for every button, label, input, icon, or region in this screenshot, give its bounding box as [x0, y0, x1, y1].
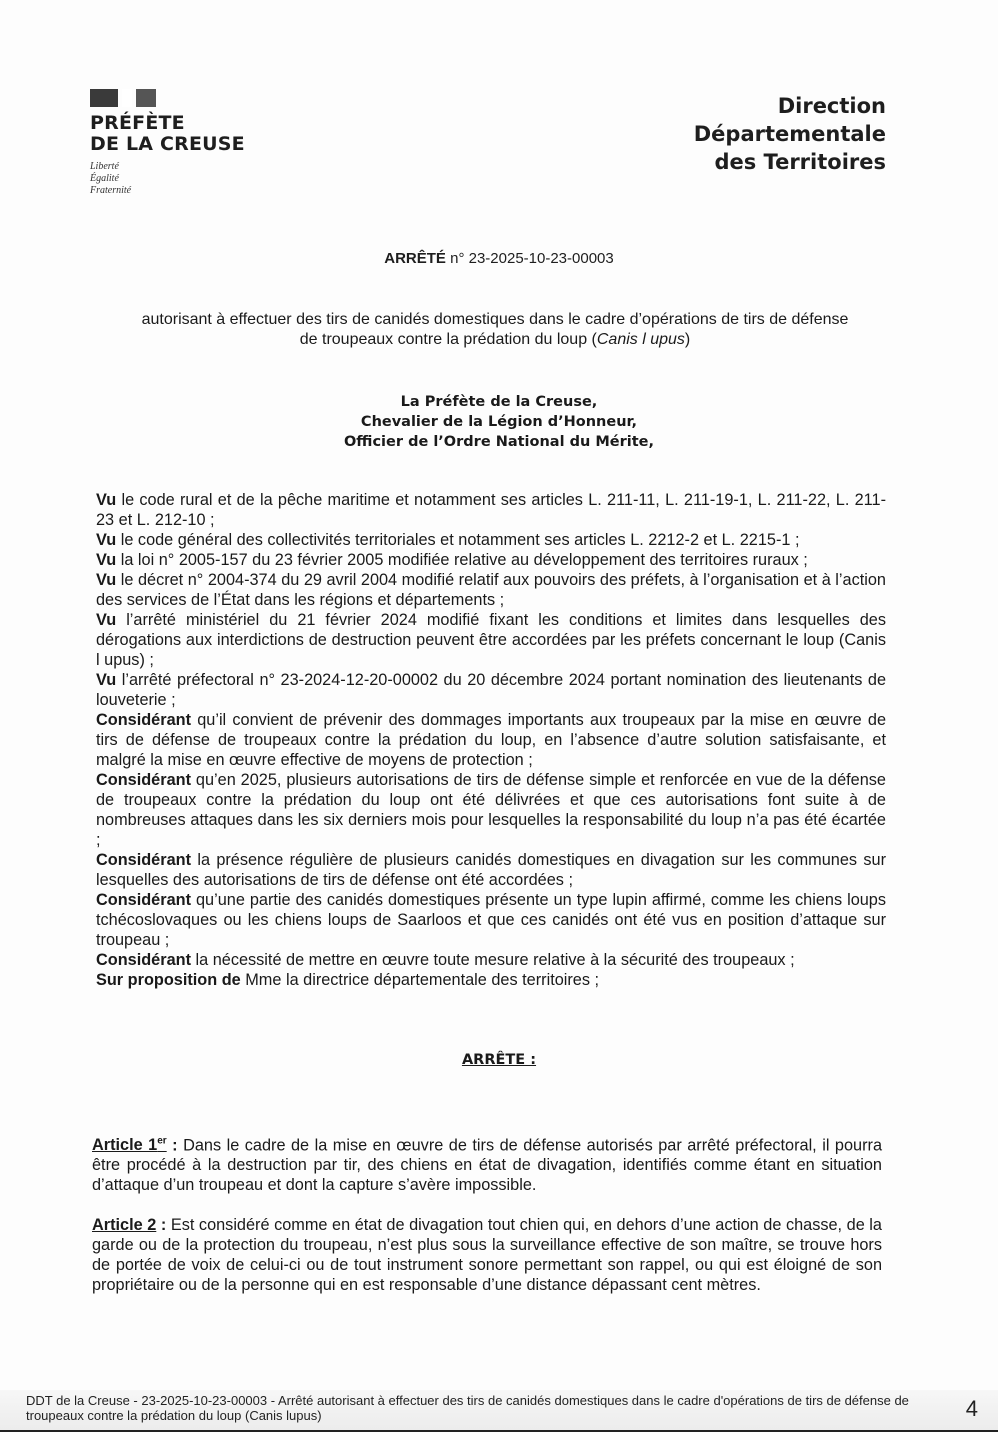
consideration-text: qu’en 2025, plusieurs autorisations de tirs de défense simple et renforcée en vue de la défense de troupeaux contre la prédation du loup ont été délivrées et que ces autorisations font suite à de nombreuses attaques dans les six derniers mois pour lesquelles la responsabilité du loup n’a pas été écartée ; — [96, 771, 886, 849]
marianne-logo-icon — [90, 89, 245, 107]
consideration-lead: Vu — [96, 611, 117, 629]
consideration-item — [96, 950, 886, 970]
consideration-text: qu’il convient de prévenir des dommages importants aux troupeaux par la mise en œuvre de tirs de défense de troupeaux contre la prédation du loup, en l’absence d’autre solution satisfaisante, et malgré la mise en œuvre effective de moyens de protection ; — [96, 711, 886, 769]
article-text: Est considéré comme en état de divagation tout chien qui, en dehors d’une action de chasse, de la garde ou de la protection du troupeau, n’est plus sous la surveillance effective de son maître, se trouve hors de portée de voix de celui-ci ou de tout instrument sonore permettant son rappel, ou qui est éloigné de son propriétaire ou de la personne qui en est responsable d’une distance dépassant cent mètres. — [92, 1216, 882, 1295]
consideration-item — [96, 530, 886, 550]
article-label: Article 1er — [92, 1136, 167, 1155]
consideration-item — [96, 710, 886, 770]
consideration-text: la présence régulière de plusieurs canidés domestiques en divagation sur les communes sur lesquelles des autorisations de tirs de défense ont été accordées ; — [96, 851, 886, 889]
authority-block: La Préfète de la Creuse, Chevalier de la Légion d’Honneur, Officier de l’Ordre National du Mérite, — [343, 394, 655, 450]
consideration-text: la loi n° 2005-157 du 23 février 2005 modifiée relative au développement des territoires ruraux ; — [116, 551, 808, 569]
consideration-item — [96, 770, 886, 850]
consideration-item — [96, 490, 886, 530]
consideration-text: l’arrêté ministériel du 21 février 2024 modifié fixant les conditions et limites dans lesquelles des dérogations aux interdictions de destruction peuvent être accordées par les préfets concernant le loup (Canis l upus) ; — [96, 611, 886, 669]
prefecture-logo — [90, 89, 245, 197]
consideration-text: le décret n° 2004-374 du 29 avril 2004 modifié relatif aux pouvoirs des préfets, à l’organisation et à l’action des services de l’État dans les régions et départements ; — [96, 571, 886, 609]
consideration-lead: Considérant — [96, 851, 191, 869]
consideration-lead: Vu — [96, 531, 117, 549]
consideration-lead: Vu — [96, 491, 117, 509]
decree-number: ARRÊTÉ n° 23-2025-10-23-00003 — [384, 250, 614, 267]
consideration-lead: Vu — [96, 551, 117, 569]
article-item: Article 1er : Dans le cadre de la mise en œuvre de tirs de défense autorisés par arrêté préfectoral, il pourra être procédé à la destruction par tir, des chiens en état de divagation, identifiés comme étant en situation d’attaque d’un troupeau et dont la capture s’avère impossible. — [92, 1136, 882, 1195]
article-label: Article 2 — [92, 1216, 157, 1235]
consideration-item — [96, 970, 886, 990]
prefecture-name: PRÉFÈTE DE LA CREUSE — [90, 112, 245, 155]
republic-motto: Liberté Égalité Fraternité — [90, 161, 132, 196]
consideration-lead: Considérant — [96, 711, 191, 729]
consideration-text: le code rural et de la pêche maritime et notamment ses articles L. 211-11, L. 211-19-1, L. 211-22, L. 211-23 et L. 212-10 ; — [96, 491, 886, 529]
articles-list — [92, 1132, 882, 1315]
consideration-lead: Vu — [96, 571, 117, 589]
decree-subtitle: autorisant à effectuer des tirs de canidés domestiques dans le cadre d’opérations de tirs de défense de troupeaux contre la prédation du loup (Canis l upus) — [141, 311, 849, 348]
consideration-lead: Considérant — [96, 771, 191, 789]
page-number: 4 — [965, 1396, 978, 1421]
article-text: Dans le cadre de la mise en œuvre de tirs de défense autorisés par arrêté préfectoral, il pourra être procédé à la destruction par tir, des chiens en état de divagation, identifiés comme étant en situation d’attaque d’un troupeau et dont la capture s’avère impossible. — [92, 1136, 882, 1195]
article-item: Article 2 : Est considéré comme en état de divagation tout chien qui, en dehors d’une action de chasse, de la garde ou de la protection du troupeau, n’est plus sous la surveillance effective de son maître, se trouve hors de portée de voix de celui-ci ou de tout instrument sonore permettant son rappel, ou qui est éloigné de son propriétaire ou de la personne qui en est responsable d’une distance dépassant cent mètres. — [92, 1216, 882, 1295]
direction-heading: Direction Départementale des Territoires — [693, 94, 886, 174]
consideration-item — [96, 890, 886, 950]
consideration-text: l’arrêté préfectoral n° 23-2024-12-20-00002 du 20 décembre 2024 portant nomination des lieutenants de louveterie ; — [96, 671, 886, 709]
consideration-lead: Vu — [96, 671, 117, 689]
consideration-text: le code général des collectivités territoriales et notamment ses articles L. 2212-2 et L. 2215-1 ; — [116, 531, 800, 549]
consideration-lead: Considérant — [96, 951, 191, 969]
consideration-text: Mme la directrice départementale des territoires ; — [240, 971, 600, 989]
consideration-item — [96, 670, 886, 710]
consideration-item — [96, 610, 886, 670]
consideration-text: qu’une partie des canidés domestiques présente un type lupin affirmé, comme les chiens loups tchécoslovaques ou les chiens loups de Saarloos et que ces canidés ont été vus en position d’attaque sur troupeau ; — [96, 891, 886, 949]
decree-heading: ARRÊTE : — [461, 1052, 537, 1068]
consideration-lead: Sur proposition de — [96, 971, 241, 989]
consideration-lead: Considérant — [96, 891, 191, 909]
page-footer — [0, 1390, 998, 1432]
consideration-item — [96, 570, 886, 610]
consideration-item — [96, 550, 886, 570]
footer-text: DDT de la Creuse - 23-2025-10-23-00003 - Arrêté autorisant à effectuer des tirs de canidés domestiques dans le cadre d'opérations de tirs de défense de troupeaux contre la prédation du loup (Canis lupus) — [26, 1393, 909, 1423]
consideration-text: la nécessité de mettre en œuvre toute mesure relative à la sécurité des troupeaux ; — [191, 951, 795, 969]
consideration-item — [96, 850, 886, 890]
considerations-list — [96, 490, 886, 990]
